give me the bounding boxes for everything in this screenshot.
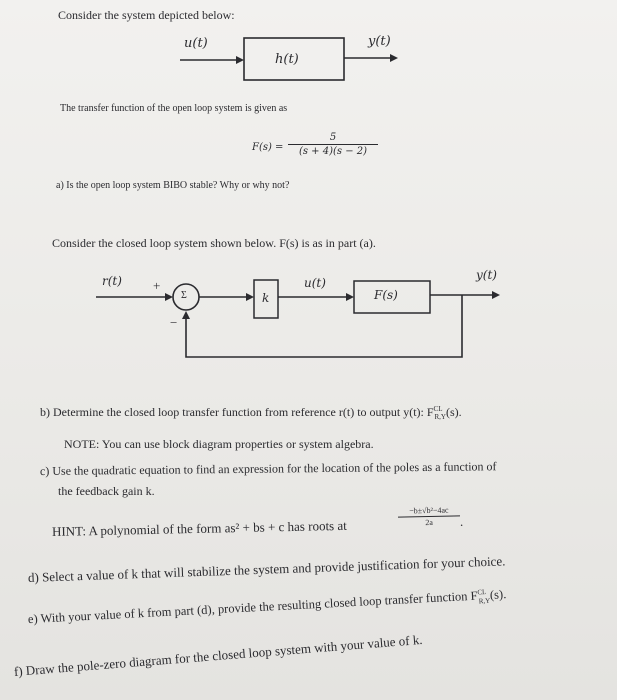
control-arrowhead xyxy=(346,293,354,301)
d2-gain-label: k xyxy=(262,291,270,305)
tf-lhs: F(s) = xyxy=(252,142,284,153)
part-b-tf-end: (s). xyxy=(445,405,462,419)
output-arrowhead xyxy=(390,54,398,62)
part-b-tf-sub: R,Y xyxy=(434,413,446,422)
d2-sum-symbol: Σ xyxy=(181,290,187,301)
part-e-text: e) With your value of k from part (d), provide the resulting closed loop transfer function F xyxy=(27,588,478,627)
d2-plus-sign: + xyxy=(153,278,161,293)
part-f: f) Draw the pole-zero diagram for the closed loop system with your value of k. xyxy=(13,631,424,679)
d2-u-label: u(t) xyxy=(304,276,326,290)
hint-numerator: −b±√b²−4ac xyxy=(398,505,460,517)
d1-input-label: u(t) xyxy=(184,36,208,51)
d1-output-label: y(t) xyxy=(368,34,391,49)
part-c-line1: c) Use the quadratic equation to find an expression for the location of the poles as a function of xyxy=(39,459,497,478)
closed-loop-intro: Consider the closed loop system shown below. F(s) is as in part (a). xyxy=(52,236,376,250)
tf-denominator: (s + 4)(s − 2) xyxy=(298,146,368,157)
intro-text: Consider the system depicted below: xyxy=(58,8,235,22)
d2-plant-label: F(s) xyxy=(374,288,398,302)
d2-ref-label: r(t) xyxy=(102,274,122,288)
feedback-arrowhead xyxy=(182,311,190,319)
part-e-tf-sup: CL xyxy=(477,587,487,597)
part-c-line2: the feedback gain k. xyxy=(58,484,155,498)
hint-fraction xyxy=(398,505,460,527)
open-loop-text: The transfer function of the open loop system is given as xyxy=(60,103,288,114)
hint-denominator: 2a xyxy=(425,517,434,528)
error-arrowhead xyxy=(246,293,254,301)
tf-fraction xyxy=(288,132,378,157)
part-a: a) Is the open loop system BIBO stable? Why or why not? xyxy=(56,180,290,191)
part-b-tf-sup: CL xyxy=(433,405,443,413)
d2-minus-sign: − xyxy=(170,315,178,330)
part-b-text: b) Determine the closed loop transfer function from reference r(t) to output y(t): F xyxy=(40,405,434,419)
part-d: d) Select a value of k that will stabilize the system and provide justification for your choice. xyxy=(27,553,506,585)
feedback-path xyxy=(186,295,462,357)
ref-arrowhead xyxy=(165,293,173,301)
hint-end: . xyxy=(460,514,464,529)
plant-output-arrowhead xyxy=(492,291,500,299)
part-e-tf-sub: R,Y xyxy=(478,596,491,606)
d1-block-label: h(t) xyxy=(275,52,299,67)
tf-numerator: 5 xyxy=(288,132,378,145)
note: NOTE: You can use block diagram properties or system algebra. xyxy=(64,437,374,451)
part-b xyxy=(40,405,462,421)
d2-output-label: y(t) xyxy=(476,268,497,282)
hint-text: HINT: A polynomial of the form as² + bs + c has roots at xyxy=(51,517,347,539)
part-e-tf-end: (s). xyxy=(489,587,507,602)
input-arrowhead xyxy=(236,56,244,64)
